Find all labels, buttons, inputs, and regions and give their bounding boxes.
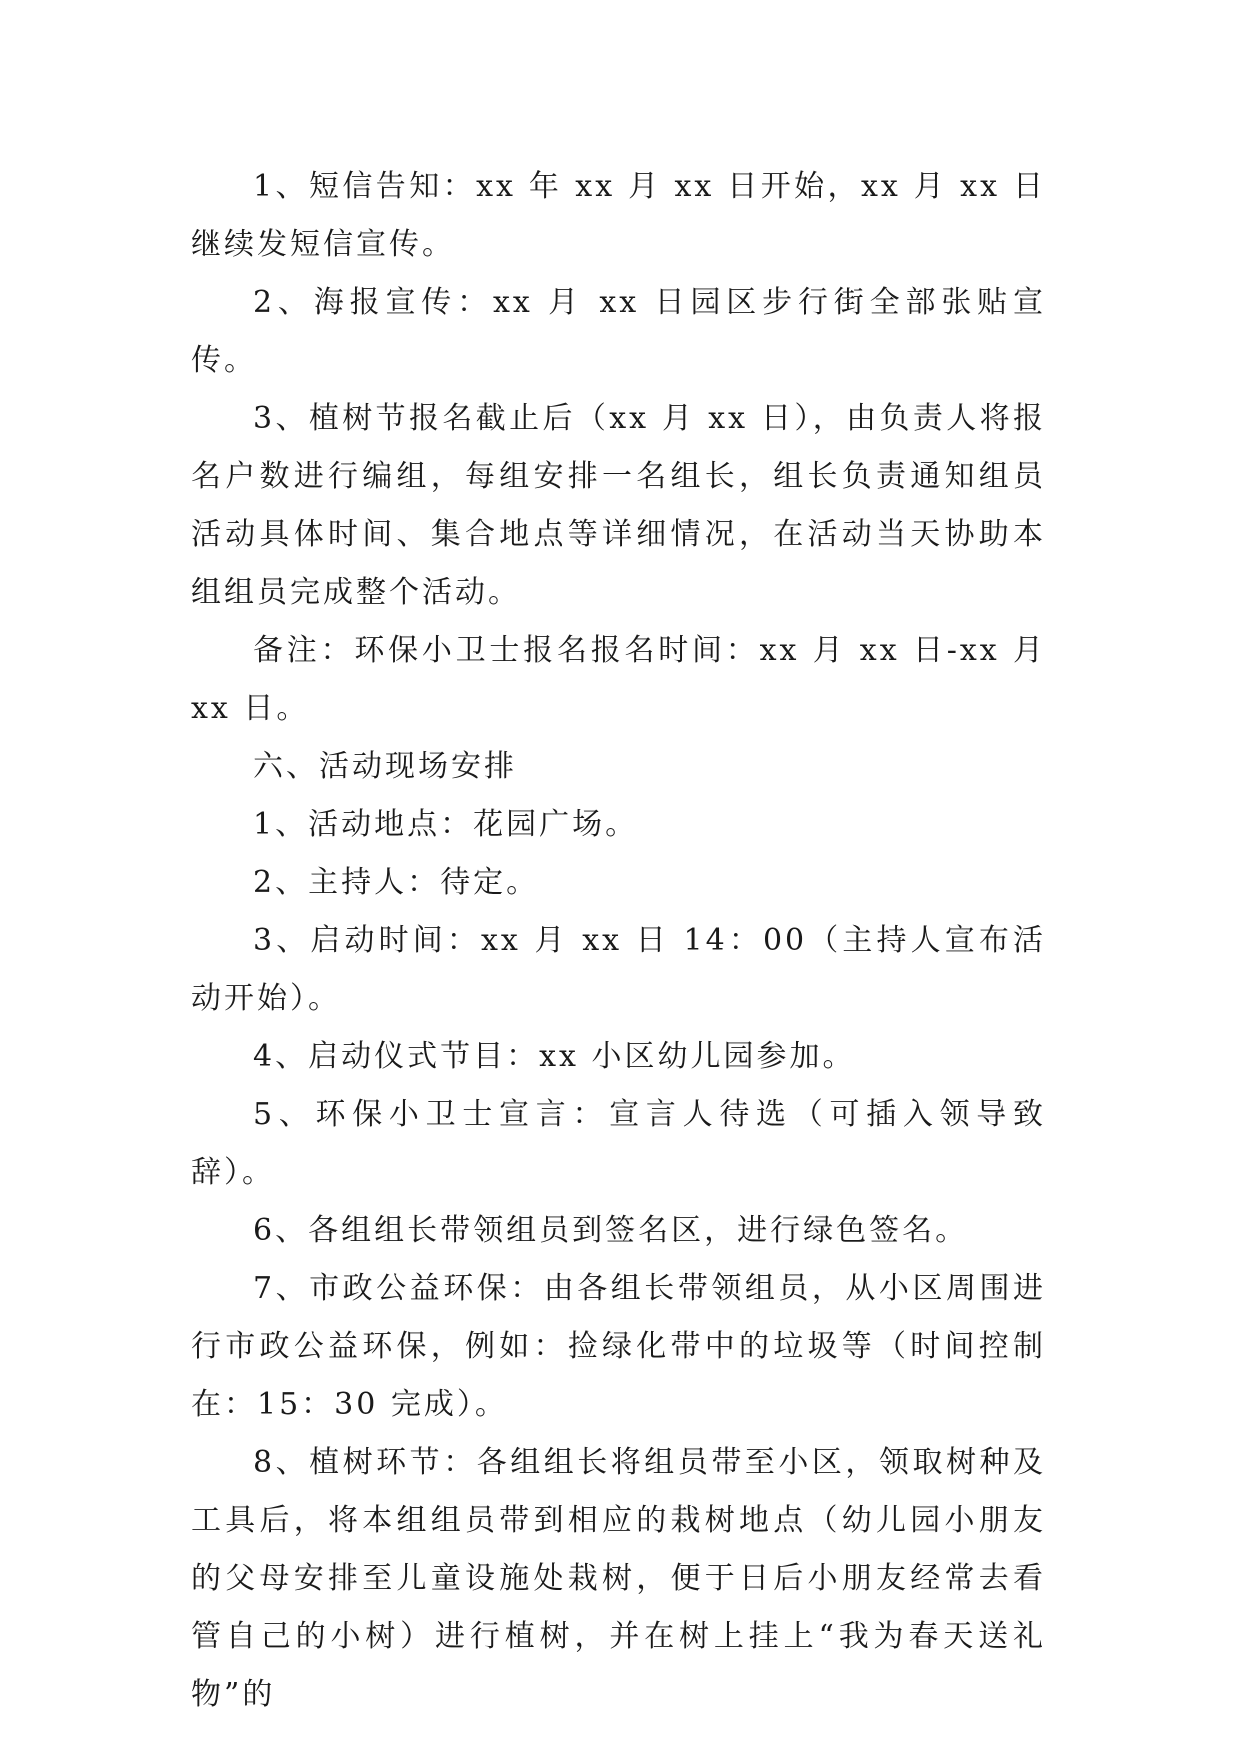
paragraph-ceremony-program: 4、启动仪式节目：xx 小区幼儿园参加。 — [253, 1039, 856, 1074]
paragraph-public-cleanup: 7、市政公益环保：由各组长带领组员，从小区周围进行市政公益环保，例如：捡绿化带中的垃圾等（时间控制在：15：30 完成）。 — [191, 1271, 1046, 1422]
paragraph-remark: 备注：环保小卫士报名报名时间：xx 月 xx 日-xx 月 xx 日。 — [191, 633, 1046, 726]
section-heading-onsite-arrangement: 六、活动现场安排 — [253, 749, 517, 784]
paragraph-host: 2、主持人：待定。 — [253, 865, 540, 900]
paragraph-declaration: 5、环保小卫士宣言：宣言人待选（可插入领导致辞）。 — [191, 1097, 1046, 1190]
paragraph-venue: 1、活动地点：花园广场。 — [253, 807, 639, 842]
document-body — [191, 158, 1046, 1724]
paragraph-grouping: 3、植树节报名截止后（xx 月 xx 日），由负责人将报名户数进行编组，每组安排一名组长，组长负责通知组员活动具体时间、集合地点等详细情况，在活动当天协助本组组员完成整个活动。 — [191, 401, 1046, 610]
paragraph-start-time: 3、启动时间：xx 月 xx 日 14：00（主持人宣布活动开始）。 — [191, 923, 1046, 1016]
paragraph-signing: 6、各组组长带领组员到签名区，进行绿色签名。 — [253, 1213, 969, 1248]
paragraph-poster: 2、海报宣传：xx 月 xx 日园区步行街全部张贴宣传。 — [191, 285, 1046, 378]
paragraph-tree-planting: 8、植树环节：各组组长将组员带至小区，领取树种及工具后，将本组组员带到相应的栽树地点（幼儿园小朋友的父母安排至儿童设施处栽树，便于日后小朋友经常去看管自己的小树）进行植树，并在树上挂上“我为春天送礼物”的 — [191, 1445, 1046, 1712]
paragraph-sms-notice: 1、短信告知：xx 年 xx 月 xx 日开始，xx 月 xx 日继续发短信宣传。 — [191, 169, 1046, 262]
